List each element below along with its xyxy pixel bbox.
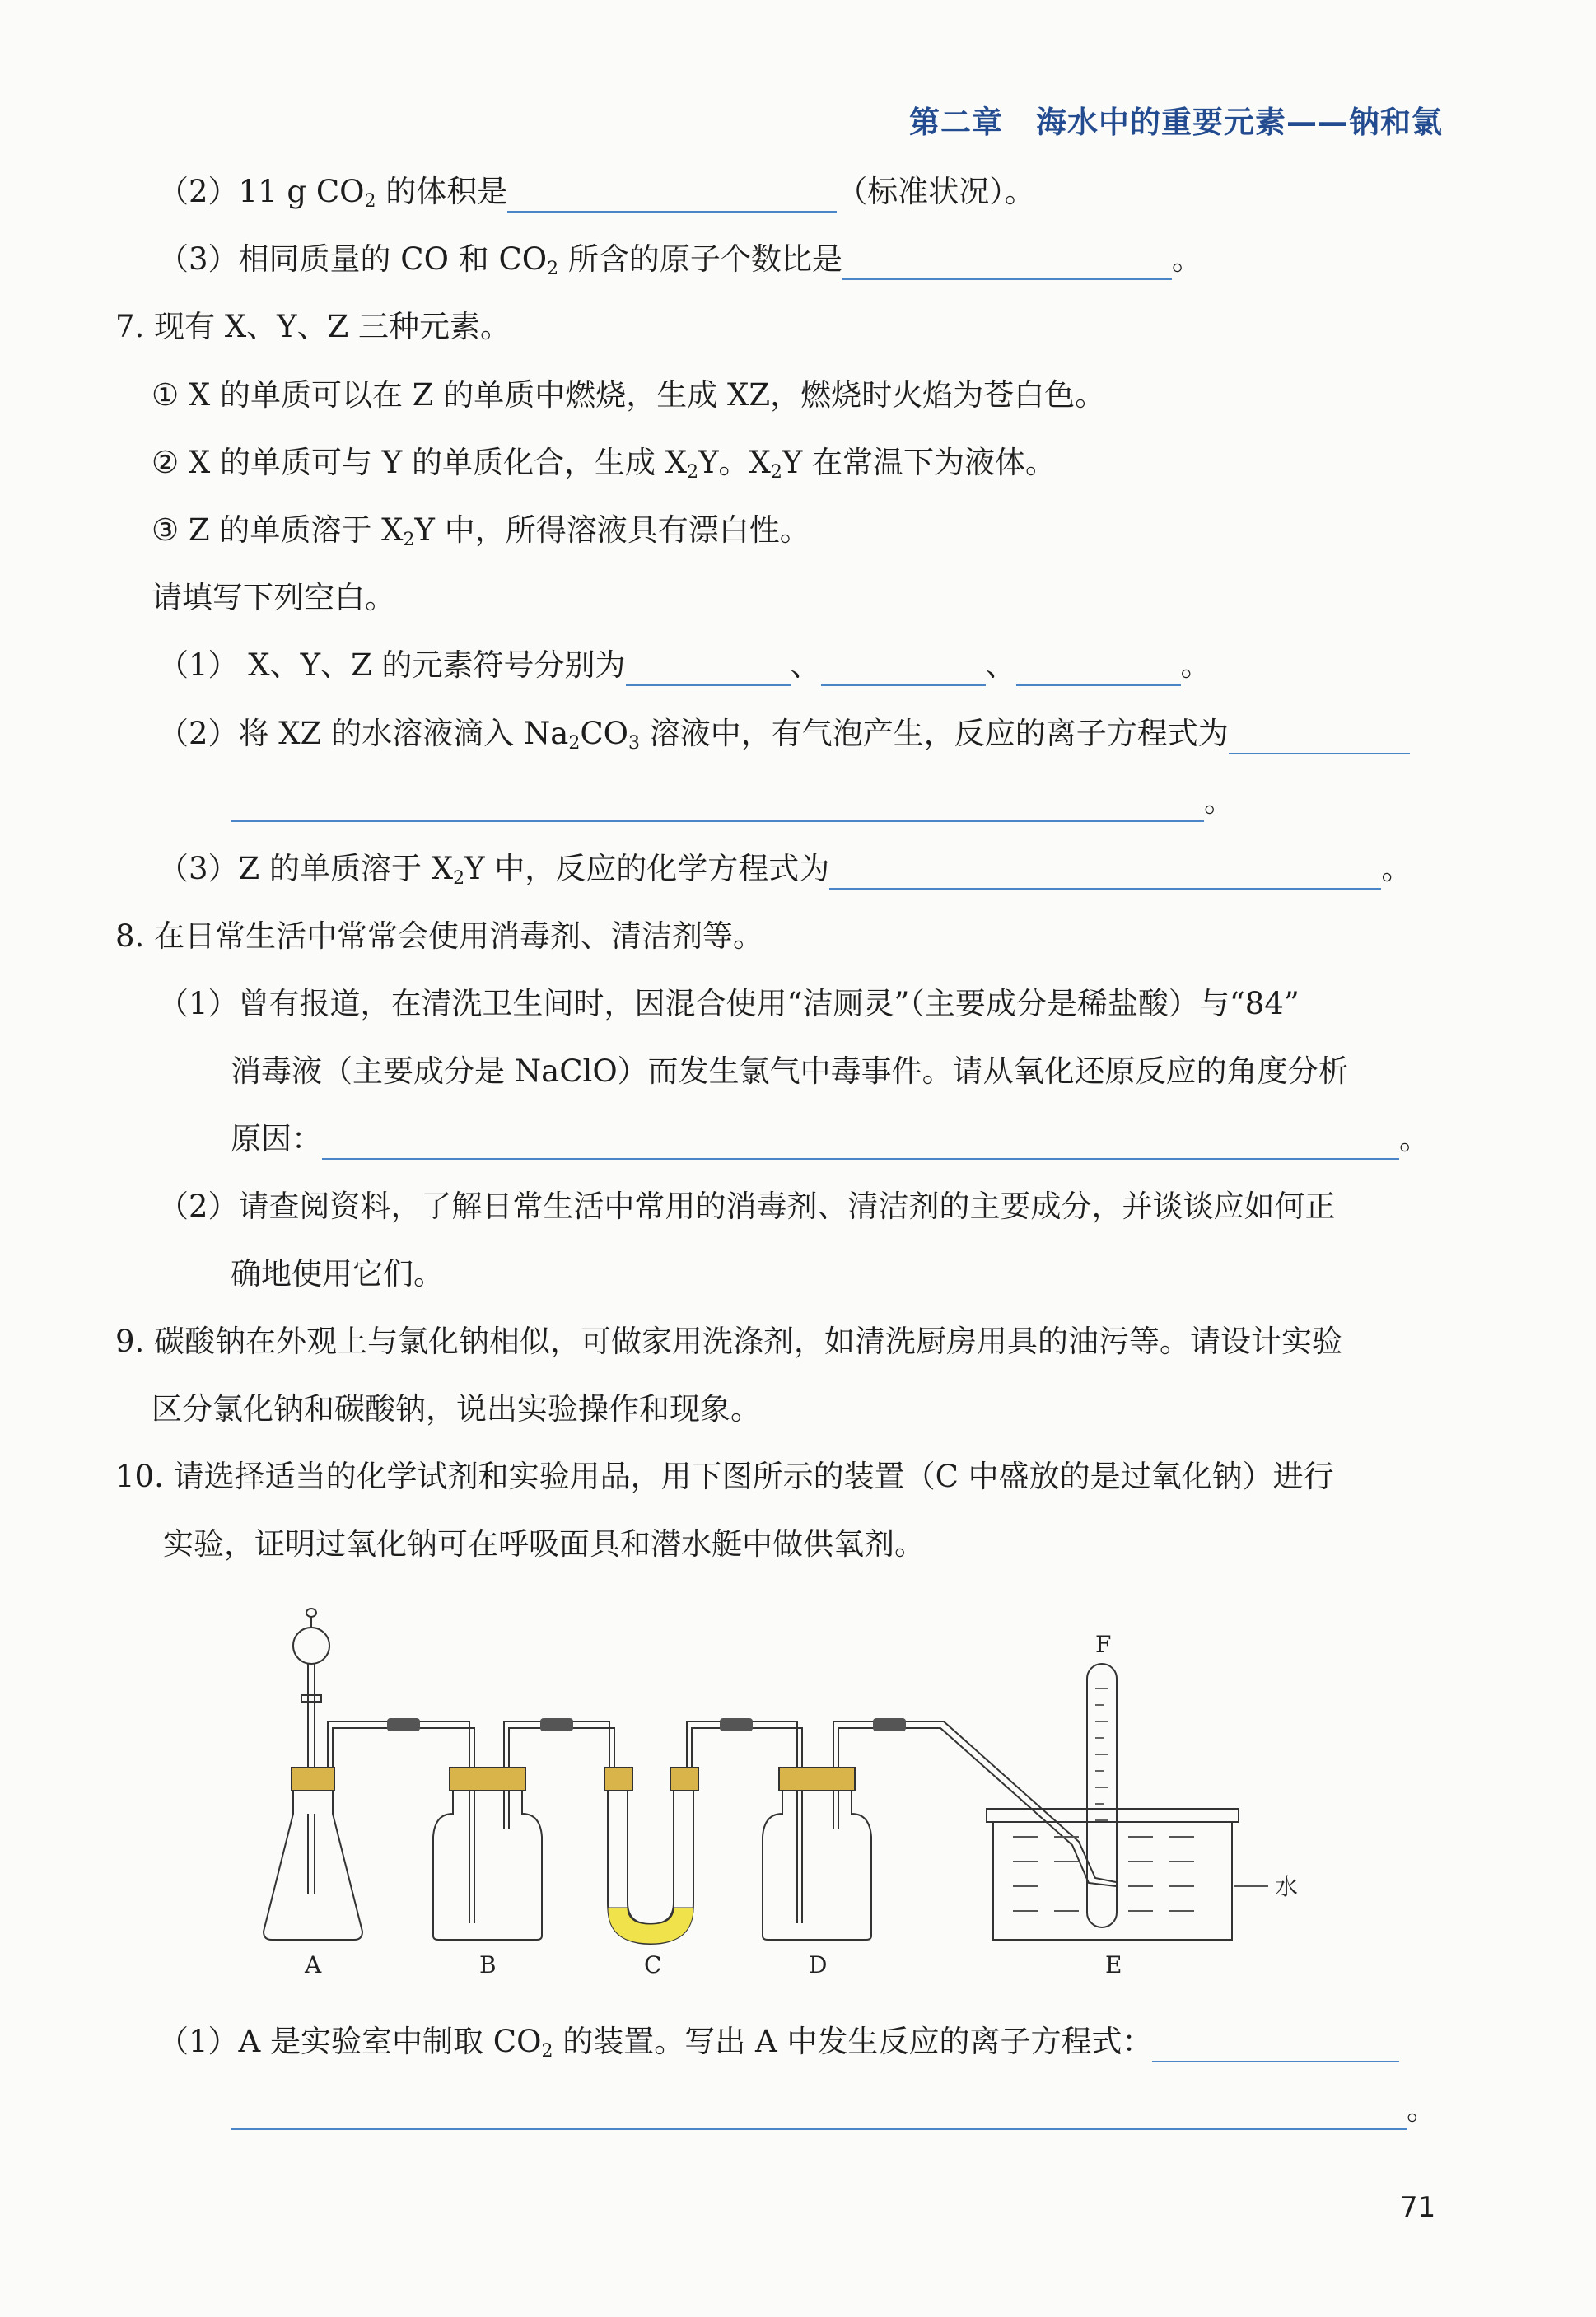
- q10-part1: （1）A 是实验室中制取 $CO_2$ 的装置。写出 A 中发生反应的离子方程式：: [158, 2021, 1399, 2062]
- q10-part1-continuation: 。: [231, 2089, 1437, 2130]
- q9-line1: 9. 碳酸钠在外观上与氯化钠相似，可做家用洗涤剂，如清洗厨房用具的油污等。请设计实验: [115, 1324, 1343, 1359]
- answer-blank-z[interactable]: [1016, 652, 1181, 686]
- answer-blank[interactable]: [829, 855, 1381, 890]
- answer-blank-x[interactable]: [626, 652, 791, 686]
- tube-graduations: [1095, 1689, 1108, 1820]
- stoppers: [292, 1768, 855, 1791]
- bottle-b: [433, 1771, 542, 1940]
- answer-blank[interactable]: [842, 245, 1172, 280]
- bottle-d: [763, 1771, 871, 1940]
- answer-blank[interactable]: [507, 178, 837, 213]
- chapter-title: 海水中的重要元素——钠和氯: [1036, 105, 1443, 140]
- q8-part1-line1: （1）曾有报道，在清洗卫生间时，因混合使用“洁厕灵”（主要成分是稀盐酸）与“84”: [158, 986, 1300, 1021]
- q7-part1: （1） X、Y、Z 的元素符号分别为 、 、 。: [158, 645, 1211, 686]
- chapter-label: 第二章: [909, 105, 1003, 140]
- answer-blank[interactable]: [322, 1125, 1399, 1160]
- q7-clue-3: ③ Z 的单质溶于 $X_2Y$ 中，所得溶液具有漂白性。: [152, 512, 810, 550]
- q7-part2-continuation: 。: [231, 781, 1234, 822]
- connecting-tubes: [328, 1721, 1116, 1886]
- q7-part3: （3）Z 的单质溶于 $X_2Y$ 中，反应的化学方程式为 。: [158, 851, 1412, 889]
- q7-clue-1: ① X 的单质可以在 Z 的单质中燃烧，生成 XZ，燃烧时火焰为苍白色。: [152, 377, 1106, 413]
- q7-stem: 7. 现有 X、Y、Z 三种元素。: [115, 309, 511, 344]
- page-number: 71: [1400, 2191, 1436, 2224]
- sodium-peroxide-solid: [608, 1908, 693, 1944]
- q10-line2: 实验，证明过氧化钠可在呼吸面具和潜水艇中做供氧剂。: [163, 1526, 925, 1562]
- answer-blank[interactable]: [231, 787, 1204, 822]
- label-c: C: [644, 1951, 662, 1978]
- q9-line2: 区分氯化钠和碳酸钠，说出实验操作和现象。: [152, 1391, 761, 1427]
- q8-part2-line2: 确地使用它们。: [231, 1256, 444, 1292]
- label-a: A: [305, 1951, 322, 1978]
- q6-part3: （3）相同质量的 CO 和 $CO_2$ 所含的原子个数比是 。: [158, 241, 1202, 279]
- q8-stem: 8. 在日常生活中常常会使用消毒剂、清洁剂等。: [115, 918, 764, 954]
- label-water: 水: [1275, 1873, 1299, 1900]
- label-e: E: [1105, 1951, 1122, 1978]
- rubber-connectors: [387, 1718, 906, 1731]
- q8-part2-line1: （2）请查阅资料，了解日常生活中常用的消毒剂、清洁剂的主要成分，并谈谈应如何正: [158, 1189, 1336, 1224]
- q6-part2: （2）11 g $CO_2$ 的体积是 （标准状况）。: [158, 174, 1035, 212]
- q7-instruction: 请填写下列空白。: [152, 580, 395, 615]
- q8-part1-line3: 原因： 。: [231, 1119, 1430, 1160]
- apparatus-figure: [247, 1598, 1318, 1985]
- answer-blank[interactable]: [231, 2095, 1407, 2130]
- label-f: F: [1095, 1631, 1112, 1658]
- q10-line1: 10. 请选择适当的化学试剂和实验用品，用下图所示的装置（C 中盛放的是过氧化钠）进行: [115, 1459, 1334, 1494]
- answer-blank[interactable]: [1229, 720, 1410, 754]
- q8-part1-line2: 消毒液（主要成分是 NaClO）而发生氯气中毒事件。请从氧化还原反应的角度分析: [231, 1053, 1349, 1089]
- label-d: D: [809, 1951, 828, 1978]
- answer-blank-y[interactable]: [821, 652, 986, 686]
- running-header: [909, 97, 1443, 142]
- water-surface: [1013, 1837, 1268, 1911]
- label-b: B: [479, 1951, 497, 1978]
- answer-blank[interactable]: [1152, 2028, 1399, 2062]
- q7-part2: （2）将 XZ 的水溶液滴入 $Na_2CO_3$ 溶液中，有气泡产生，反应的离子方程式为: [158, 713, 1410, 754]
- q7-clue-2: ② X 的单质可与 Y 的单质化合，生成 $X_2Y$。$X_2Y$ 在常温下为液体。: [152, 445, 1057, 483]
